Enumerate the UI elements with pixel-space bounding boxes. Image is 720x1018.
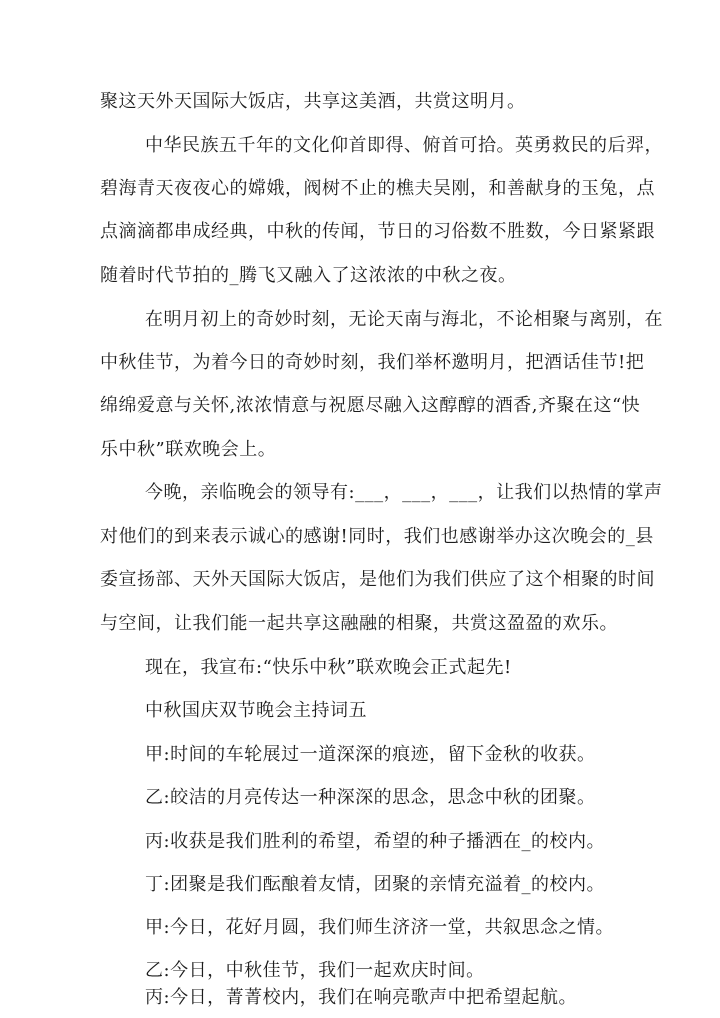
text-line-content: 聚这天外天国际大饭店，共享这美酒，共赏这明月。 xyxy=(100,91,526,112)
text-line-content: 点滴滴都串成经典，中秋的传闻，节日的习俗数不胜数，今日紧紧跟 xyxy=(100,221,655,242)
text-line xyxy=(0,560,720,600)
text-line-content: 乙:今日，中秋佳节，我们一起欢庆时间。 xyxy=(145,960,485,981)
text-line xyxy=(0,648,720,688)
text-line xyxy=(0,169,720,209)
text-line-content: 碧海青天夜夜心的嫦娥，阀树不止的樵夫吴刚，和善献身的玉兔，点 xyxy=(100,178,655,199)
text-line-content: 中华民族五千年的文化仰首即得、俯首可拾。英勇救民的后羿， xyxy=(145,135,663,156)
text-line-content: 今晚，亲临晚会的领导有:___，___，___，让我们以热情的掌声 xyxy=(145,482,663,503)
text-line xyxy=(0,908,720,948)
text-line-content: 丁:团聚是我们酝酿着友情，团聚的亲情充溢着_的校内。 xyxy=(145,874,606,895)
text-line xyxy=(0,778,720,818)
text-line-content: 乐中秋”联欢晚会上。 xyxy=(100,439,277,460)
text-line xyxy=(0,604,720,644)
text-line-content: 对他们的到来表示诚心的感谢!同时，我们也感谢举办这次晚会的_县 xyxy=(100,526,654,547)
text-line-content: 乙:皎洁的月亮传达一种深深的思念，思念中秋的团聚。 xyxy=(145,787,596,808)
text-line xyxy=(0,386,720,426)
text-line xyxy=(0,82,720,122)
text-line-content: 在明月初上的奇妙时刻，无论天南与海北，不论相聚与离别，在 xyxy=(145,309,663,330)
text-line xyxy=(0,256,720,296)
text-line-content: 丙:今日，菁菁校内，我们在响亮歌声中把希望起航。 xyxy=(145,987,578,1008)
text-line xyxy=(0,212,720,252)
text-line xyxy=(0,691,720,731)
text-line-content: 与空间，让我们能一起共享这融融的相聚，共赏这盈盈的欢乐。 xyxy=(100,613,618,634)
text-line xyxy=(0,430,720,470)
text-line-content: 中秋佳节，为着今日的奇妙时刻，我们举杯邀明月，把酒话佳节!把 xyxy=(100,352,645,373)
text-line-content: 中秋国庆双节晚会主持词五 xyxy=(145,700,367,721)
text-line xyxy=(0,126,720,166)
text-line xyxy=(0,865,720,905)
text-line xyxy=(0,978,720,1018)
text-line-content: 绵绵爱意与关怀,浓浓情意与祝愿尽融入这醇醇的酒香,齐聚在这“快 xyxy=(100,395,641,416)
text-line xyxy=(0,735,720,775)
text-line xyxy=(0,822,720,862)
text-line-content: 丙:收获是我们胜利的希望，希望的种子播洒在_的校内。 xyxy=(145,831,606,852)
text-line xyxy=(0,517,720,557)
text-line-content: 甲:时间的车轮展过一道深深的痕迹，留下金秋的收获。 xyxy=(145,744,596,765)
text-line-content: 随着时代节拍的_腾飞又融入了这浓浓的中秋之夜。 xyxy=(100,265,517,286)
text-line-content: 甲:今日，花好月圆，我们师生济济一堂，共叙思念之情。 xyxy=(145,917,615,938)
text-line-content: 委宣扬部、天外天国际大饭店，是他们为我们供应了这个相聚的时间 xyxy=(100,569,655,590)
text-line xyxy=(0,300,720,340)
text-line xyxy=(0,343,720,383)
text-line xyxy=(0,473,720,513)
text-line-content: 现在，我宣布:“快乐中秋”联欢晚会正式起先! xyxy=(145,657,512,678)
